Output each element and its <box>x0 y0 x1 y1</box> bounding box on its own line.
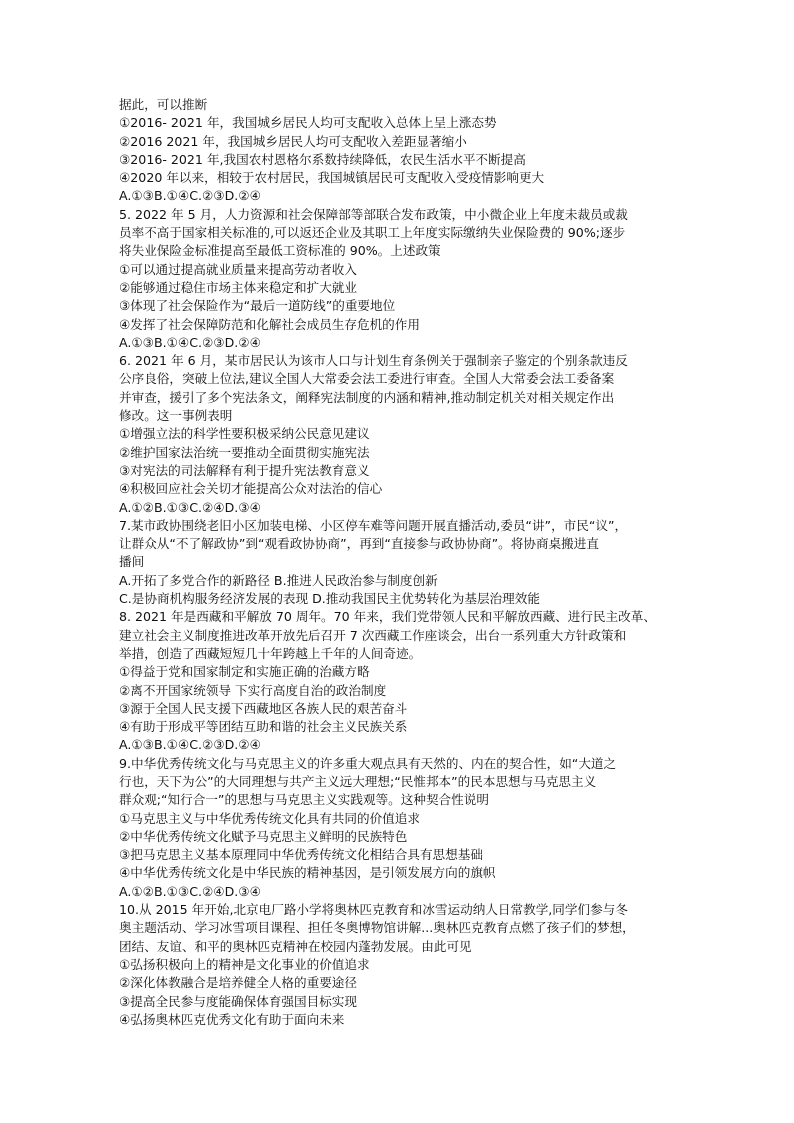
option-2: ②离不开国家统领导 下实行高度自治的政治制度 <box>119 682 387 698</box>
option-2: ②维护国家法治统一要推动全面贯彻实施宪法 <box>119 444 370 460</box>
question-4-tail <box>119 96 679 206</box>
answer-choices: A.①②B.①③C.②④D.③④ <box>119 883 261 899</box>
question-stem: 将失业保险金标准提高至最低工资标准的 90%。上述政策 <box>119 243 441 259</box>
exam-page <box>119 96 679 1029</box>
answer-choices: A.①②B.①③C.②④D.③④ <box>119 499 261 515</box>
option-4: ④中华优秀传统文化是中华民族的精神基因，是引领发展方向的旗帜 <box>119 865 496 881</box>
option-4: ④有助于形成平等团结互助和谐的社会主义民族关系 <box>119 719 408 735</box>
option-4: ④弘扬奥林匹克优秀文化有助于面向未来 <box>119 1011 345 1027</box>
question-stem: 8. 2021 年是西藏和平解放 70 周年。70 年来，我们党带领人民和平解放西藏、进行民主改革、 <box>119 609 656 625</box>
option-2: ②深化体教融合是培养健全人格的重要途径 <box>119 975 357 991</box>
question-intro: 据此，可以推断 <box>119 97 208 112</box>
question-stem: 10.从 2015 年开始,北京电厂路小学将奥林匹克教育和冰雪运动纳人日常教学,同学们参与冬 <box>119 902 628 918</box>
question-10 <box>119 901 679 1029</box>
option-3: ③对宪法的司法解释有利于提升宪法教育意义 <box>119 462 370 478</box>
option-1: ①2016- 2021 年，我国城乡居民人均可支配收入总体上呈上涨态势 <box>119 115 497 131</box>
question-stem: 6. 2021 年 6 月，某市居民认为该市人口与计划生育条例关于强制亲子鉴定的个别条款违反 <box>119 353 628 369</box>
answer-choices: A.①③B.①④C.②③D.②④ <box>119 334 261 350</box>
question-stem: 7.某市政协围绕老旧小区加装电梯、小区停车难等问题开展直播活动,委员“讲”，市民“议”， <box>119 517 628 533</box>
question-stem: 员率不高于国家相关标准的,可以返还企业及其职工上年度实际缴纳失业保险费的 90%;逐步 <box>119 225 626 241</box>
option-2: ②2016 2021 年，我国城乡居民人均可支配收入差距显著缩小 <box>119 133 467 149</box>
option-4: ④2020 年以来，相较于农村居民，我国城镇居民可支配收入受疫情影响更大 <box>119 170 545 186</box>
question-stem: 让群众从“不了解政协”到“观看政协协商”，再到“直接参与政协协商”。将协商桌搬进直 <box>119 536 599 552</box>
answer-choices: A.①③B.①④C.②③D.②④ <box>119 737 261 753</box>
option-1: ①得益于党和国家制定和实施正确的治藏方略 <box>119 664 370 680</box>
question-stem: 团结、友谊、和平的奥林匹克精神在校园内蓬勃发展。由此可见 <box>119 938 472 954</box>
option-3: ③把马克思主义基本原理同中华优秀传统文化相结合具有思想基础 <box>119 847 483 863</box>
question-7 <box>119 517 679 608</box>
option-2: ②能够通过稳住市场主体来稳定和扩大就业 <box>119 279 357 295</box>
question-stem: 修改。这一事例表明 <box>119 408 233 424</box>
question-6 <box>119 352 679 517</box>
question-8 <box>119 608 679 754</box>
answer-choices: A.①③B.①④C.②③D.②④ <box>119 188 261 204</box>
option-4: ④积极回应社会关切才能提高公众对法治的信心 <box>119 481 383 497</box>
option-3: ③提高全民参与度能确保体育强国目标实现 <box>119 993 357 1009</box>
question-stem: 奥主题活动、学习冰雪项目课程、担任冬奥博物馆讲解...奥林匹克教育点燃了孩子们的梦想， <box>119 920 635 936</box>
option-3: ③体现了社会保险作为“最后一道防线”的重要地位 <box>119 298 396 314</box>
question-stem: 建立社会主义制度推进改革开放先后召开 7 次西藏工作座谈会，出台一系列重大方针政策和 <box>119 627 627 643</box>
question-stem: 公序良俗，突破上位法,建议全国人大常委会法工委进行审查。全国人大常委会法工委备案 <box>119 371 615 387</box>
option-1: ①马克思主义与中华优秀传统文化具有共同的价值追求 <box>119 810 420 826</box>
option-1: ①增强立法的科学性要积极采纳公民意见建议 <box>119 426 370 442</box>
question-9 <box>119 755 679 901</box>
question-stem: 播间 <box>119 554 145 570</box>
question-stem: 群众观;“知行合一”的思想与马克思主义实践观等。这种契合性说明 <box>119 792 489 808</box>
option-3: ③源于全国人民支援下西藏地区各族人民的艰苦奋斗 <box>119 700 408 716</box>
option-4: ④发挥了社会保障防范和化解社会成员生存危机的作用 <box>119 316 420 332</box>
option-cd: C.是协商机构服务经济发展的表现 D.推动我国民主优势转化为基层治理效能 <box>119 591 540 607</box>
option-2: ②中华优秀传统文化赋予马克思主义鲜明的民族特色 <box>119 828 408 844</box>
question-stem: 并审查，援引了多个宪法条文，阐释宪法制度的内涵和精神,推动制定机关对相关规定作出 <box>119 389 615 405</box>
option-ab: A.开拓了多党合作的新路径 B.推进人民政治参与制度创新 <box>119 572 438 588</box>
option-3: ③2016- 2021 年,我国农村恩格尔系数持续降低，农民生活水平不断提高 <box>119 151 526 167</box>
option-1: ①可以通过提高就业质量来提高劳动者收入 <box>119 261 357 277</box>
question-stem: 9.中华优秀传统文化与马克思主义的许多重大观点具有天然的、内在的契合性，如“大道之 <box>119 755 617 771</box>
option-1: ①弘扬积极向上的精神是文化事业的价值追求 <box>119 956 370 972</box>
question-stem: 举措，创造了西藏短短几十年跨越上千年的人间奇迹。 <box>119 645 422 661</box>
question-stem: 行也，天下为公”的大同理想与共产主义远大理想;“民惟邦本”的民本思想与马克思主义 <box>119 773 597 789</box>
question-5 <box>119 206 679 352</box>
question-stem: 5. 2022 年 5 月，人力资源和社会保障部等部联合发布政策，中小微企业上年度未裁员或裁 <box>119 206 628 222</box>
